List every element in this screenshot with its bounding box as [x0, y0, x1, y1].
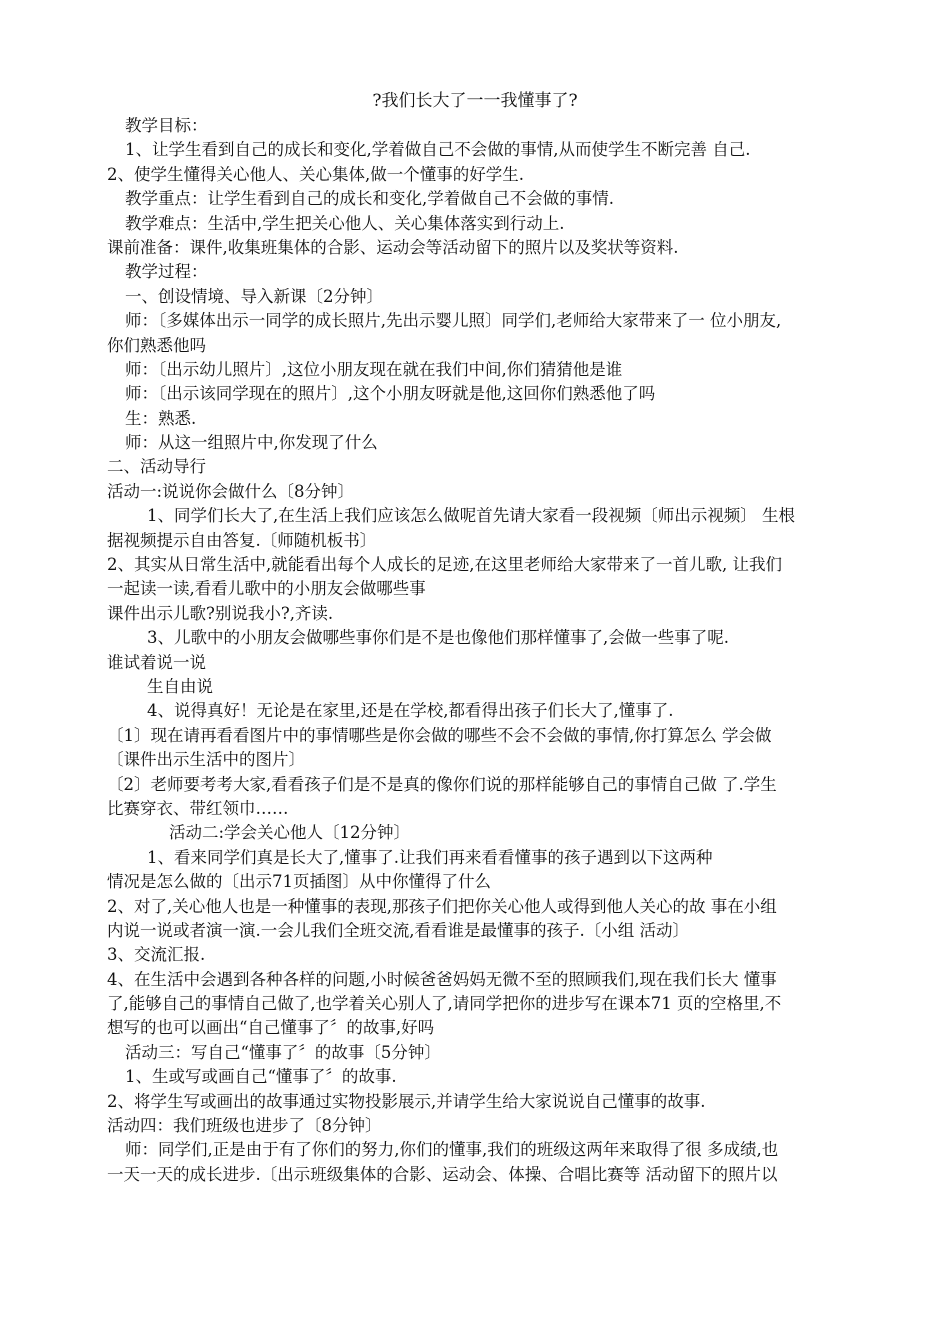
paragraph-line: 4、在生活中会遇到各种各样的问题,小时候爸爸妈妈无微不至的照顾我们,现在我们长大 懂事	[107, 969, 777, 989]
objective-2: 2、使学生懂得关心他人、关心集体,做一个懂事的好学生.	[107, 164, 524, 184]
paragraph-line: 生自由说	[147, 676, 213, 696]
document-title: ?我们长大了一一我懂事了?	[372, 91, 578, 111]
activity-1-heading: 活动一:说说你会做什么〔8分钟〕	[107, 481, 355, 501]
heading-process: 教学过程：	[125, 262, 208, 282]
paragraph-line: 师：〔多媒体出示一同学的成长照片,先出示婴儿照〕同学们,老师给大家带来了一 位小朋友,	[125, 311, 782, 331]
objective-1: 1、让学生看到自己的成长和变化,学着做自己不会做的事情,从而使学生不断完善 自己.	[125, 140, 751, 160]
paragraph-line: 比赛穿衣、带红领巾……	[107, 798, 289, 818]
heading-objectives: 教学目标：	[125, 116, 208, 135]
paragraph-line: 师：同学们,正是由于有了你们的努力,你们的懂事,我们的班级这两年来取得了很 多成绩,也	[125, 1140, 779, 1160]
document-body	[107, 114, 907, 1187]
paragraph-line: 2、其实从日常生活中,就能看出每个人成长的足迹,在这里老师给大家带来了一首儿歌, 让我们	[107, 555, 782, 575]
paragraph-line: 2、将学生写或画出的故事通过实物投影展示,并请学生给大家说说自己懂事的故事.	[107, 1091, 706, 1111]
activity-4-heading: 活动四：我们班级也进步了〔8分钟〕	[107, 1116, 382, 1136]
paragraph-line: 2、对了,关心他人也是一种懂事的表现,那孩子们把你关心他人或得到他人关心的故 事在小组	[107, 896, 777, 916]
paragraph-line: 3、儿歌中的小朋友会做哪些事你们是不是也像他们那样懂事了,会做一些事了呢.	[147, 628, 729, 648]
paragraph-line: 1、同学们长大了,在生活上我们应该怎么做呢首先请大家看一段视频〔师出示视频〕 生根	[147, 506, 795, 526]
difficult-point: 教学难点：生活中,学生把关心他人、关心集体落实到行动上.	[125, 213, 565, 233]
paragraph-line: 〔2〕老师要考考大家,看看孩子们是不是真的像你们说的那样能够自己的事情自己做 了.学生	[107, 774, 777, 794]
activity-3-heading: 活动三：写自己“懂事了〞的故事〔5分钟〕	[125, 1042, 441, 1062]
paragraph-line: 谁试着说一说	[107, 652, 206, 672]
paragraph-line: 4、说得真好！无论是在家里,还是在学校,都看得出孩子们长大了,懂事了.	[147, 701, 674, 721]
paragraph-line: 生：熟悉.	[125, 408, 197, 428]
paragraph-line: 1、看来同学们真是长大了,懂事了.让我们再来看看懂事的孩子遇到以下这两种	[147, 847, 713, 867]
paragraph-line: 课件出示儿歌?别说我小?,齐读.	[107, 603, 334, 623]
paragraph-line: 一天一天的成长进步.〔出示班级集体的合影、运动会、体操、合唱比赛等 活动留下的照片以	[107, 1164, 778, 1184]
paragraph-line: 情况是怎么做的〔出示71页插图〕从中你懂得了什么	[107, 872, 491, 892]
paragraph-line: 3、交流汇报.	[107, 945, 206, 965]
paragraph-line: 了,能够自己的事情自己做了,也学着关心别人了,请同学把你的进步写在课本71 页的空格里,不	[107, 994, 782, 1014]
paragraph-line: 1、生或写或画自己“懂事了〞的故事.	[125, 1067, 397, 1087]
key-point: 教学重点：让学生看到自己的成长和变化,学着做自己不会做的事情.	[125, 189, 614, 209]
paragraph-line: 〔课件出示生活中的图片〕	[107, 750, 305, 770]
paragraph-line: 〔1〕现在请再看看图片中的事情哪些是你会做的哪些不会不会做的事情,你打算怎么 学会做	[107, 725, 772, 745]
paragraph-line: 想写的也可以画出“自己懂事了〞的故事,好吗	[107, 1018, 435, 1038]
section-1-heading: 一、创设情境、导入新课〔2分钟〕	[125, 286, 383, 306]
paragraph-line: 你们熟悉他吗	[107, 335, 206, 355]
paragraph-line: 师：从这一组照片中,你发现了什么	[125, 433, 378, 453]
section-2-heading: 二、活动导行	[107, 457, 206, 477]
preparation: 课前准备：课件,收集班集体的合影、运动会等活动留下的照片以及奖状等资料.	[107, 237, 679, 257]
activity-2-heading: 活动二:学会关心他人〔12分钟〕	[169, 823, 411, 843]
paragraph-line: 师：〔出示该同学现在的照片〕,这个小朋友呀就是他,这回你们熟悉他了吗	[125, 384, 656, 404]
paragraph-line: 据视频提示自由答复.〔师随机板书〕	[107, 530, 377, 550]
paragraph-line: 一起读一读,看看儿歌中的小朋友会做哪些事	[107, 579, 426, 599]
paragraph-line: 师：〔出示幼儿照片〕,这位小朋友现在就在我们中间,你们猜猜他是谁	[125, 359, 623, 379]
paragraph-line: 内说一说或者演一演.一会儿我们全班交流,看看谁是最懂事的孩子.〔小组 活动〕	[107, 920, 689, 940]
